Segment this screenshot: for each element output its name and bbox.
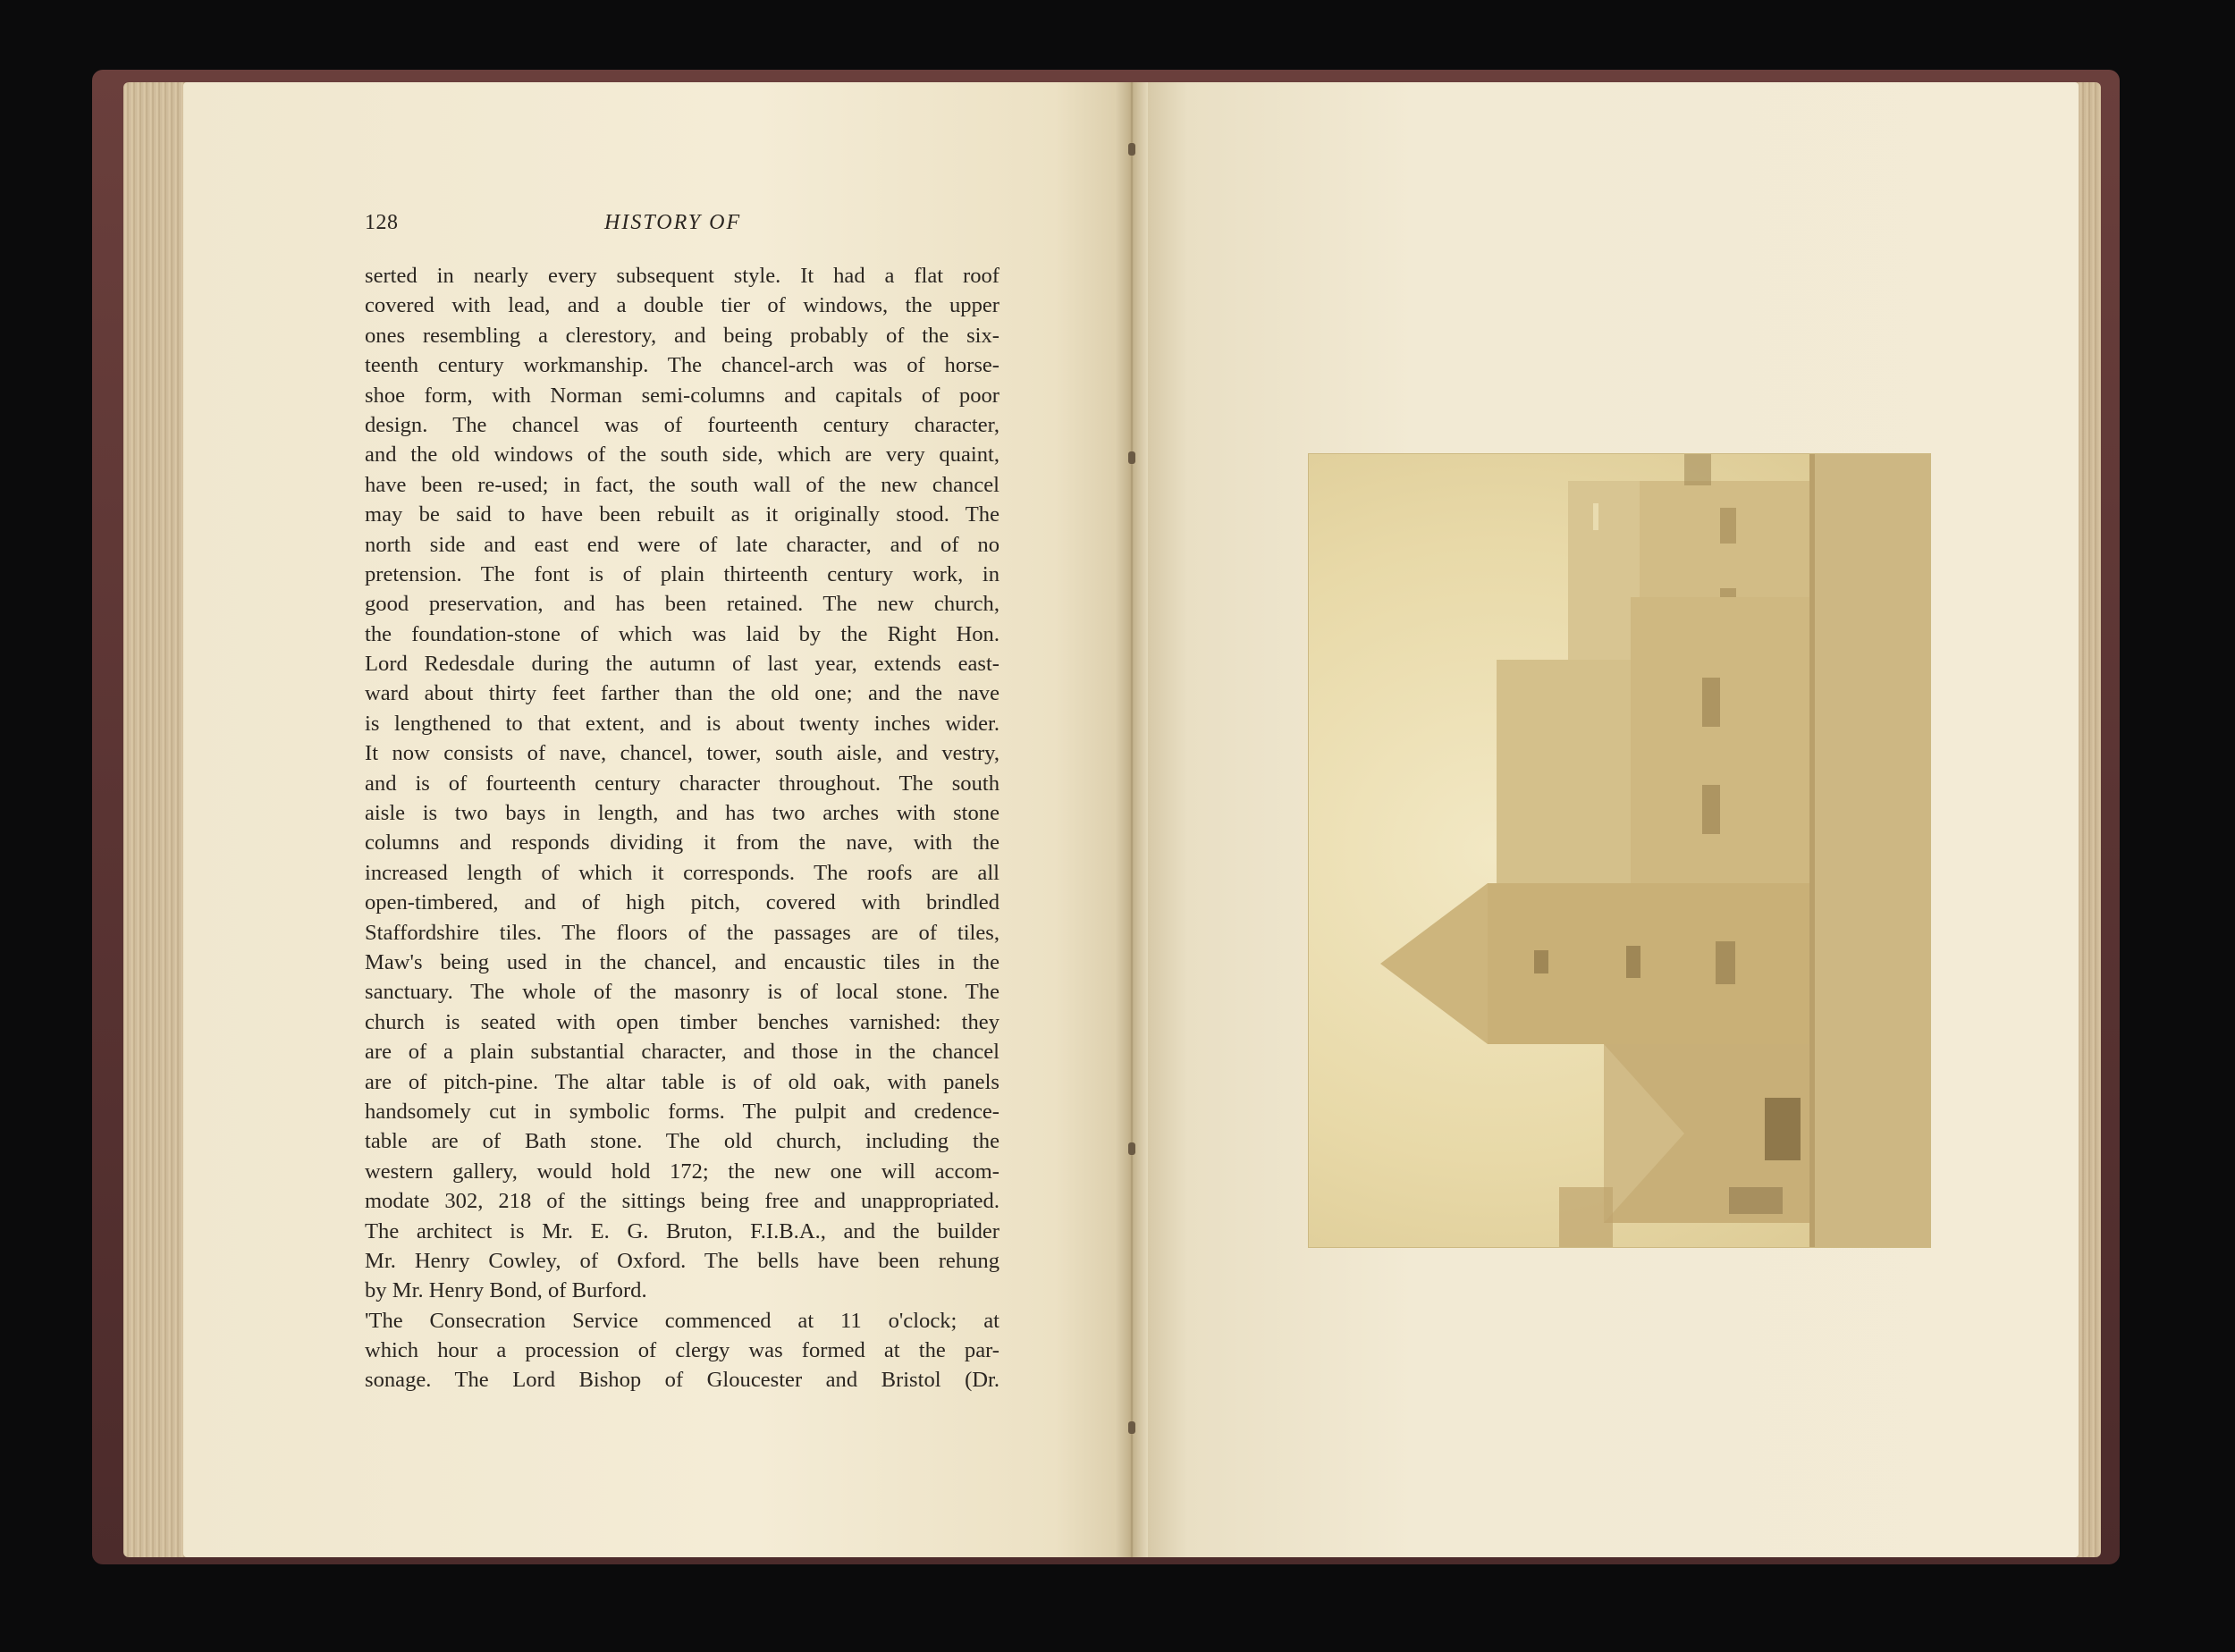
text-line: are of a plain substantial character, and those in the chancel: [365, 1040, 999, 1065]
text-line: The architect is Mr. E. G. Bruton, F.I.B.A., and the builder: [365, 1218, 999, 1243]
text-line: ward about thirty feet farther than the old one; and the nave: [365, 681, 999, 706]
ground-edge: [1809, 454, 1815, 1247]
text-line: Maw's being used in the chancel, and encaustic tiles in the: [365, 949, 999, 974]
text-line: and the old windows of the south side, which are very quaint,: [365, 442, 999, 468]
text-line: pretension. The font is of plain thirteenth century work, in: [365, 561, 999, 586]
running-head: [365, 211, 999, 247]
tower-window: [1626, 946, 1640, 978]
body-text: [365, 261, 999, 1395]
roof-cross: [1593, 503, 1598, 530]
text-line: ones resembling a clerestory, and being probably of the six-: [365, 323, 999, 348]
text-line: Lord Redesdale during the autumn of last year, extends east-: [365, 652, 999, 677]
binding-stitch: [1128, 451, 1135, 464]
text-line: aisle is two bays in length, and has two arches with stone: [365, 801, 999, 826]
text-line: covered with lead, and a double tier of windows, the upper: [365, 293, 999, 318]
chancel-window: [1720, 508, 1736, 544]
text-line: sonage. The Lord Bishop of Gloucester and Bristol (Dr.: [365, 1368, 999, 1393]
text-line: 'The Consecration Service commenced at 11 o'clock; at: [365, 1308, 999, 1333]
text-line: north side and east end were of late character, and of no: [365, 532, 999, 557]
text-line: have been re-used; in fact, the south wall of the new chancel: [365, 472, 999, 497]
binding-stitch: [1128, 1421, 1135, 1434]
text-line: table are of Bath stone. The old church, including the: [365, 1129, 999, 1154]
text-line: the foundation-stone of which was laid by the Right Hon.: [365, 621, 999, 646]
tower-gable: [1380, 883, 1488, 1044]
binding-stitch: [1128, 143, 1135, 156]
text-line: and is of fourteenth century character throughout. The south: [365, 771, 999, 796]
text-line: which hour a procession of clergy was formed at the par-: [365, 1338, 999, 1363]
text-line: Mr. Henry Cowley, of Oxford. The bells have been rehung: [365, 1248, 999, 1273]
text-line: are of pitch-pine. The altar table is of old oak, with panels: [365, 1069, 999, 1094]
running-title: HISTORY OF: [604, 211, 742, 234]
tower-window: [1716, 941, 1735, 984]
page-number: 128: [365, 211, 399, 234]
church-illustration: [1309, 454, 1930, 1247]
text-line: is lengthened to that extent, and is about twenty inches wider.: [365, 711, 999, 736]
ground: [1809, 454, 1930, 1247]
nave-window: [1702, 785, 1720, 834]
text-line: teenth century workmanship. The chancel-arch was of horse-: [365, 353, 999, 378]
text-line: Staffordshire tiles. The floors of the passages are of tiles,: [365, 920, 999, 945]
text-line: open-timbered, and of high pitch, covered with brindled: [365, 890, 999, 915]
text-line: western gallery, would hold 172; the new one will accom-: [365, 1159, 999, 1184]
text-line: handsomely cut in symbolic forms. The pulpit and credence-: [365, 1099, 999, 1124]
church-photograph: [1308, 453, 1931, 1248]
text-line: increased length of which it corresponds. The roofs are all: [365, 860, 999, 885]
text-line: may be said to have been rebuilt as it originally stood. The: [365, 502, 999, 527]
tree: [1684, 454, 1711, 485]
text-line: serted in nearly every subsequent style. It had a flat roof: [365, 264, 999, 288]
text-line: It now consists of nave, chancel, tower, south aisle, and vestry,: [365, 741, 999, 766]
text-line: modate 302, 218 of the sittings being free and unappropriated.: [365, 1189, 999, 1214]
nave-wall: [1631, 597, 1809, 919]
nave-roof: [1497, 660, 1631, 919]
text-line: church is seated with open timber benches varnished: they: [365, 1009, 999, 1034]
binding-stitch: [1128, 1142, 1135, 1155]
text-line: by Mr. Henry Bond, of Burford.: [365, 1278, 647, 1303]
nave-window: [1702, 678, 1720, 727]
tower-window: [1534, 950, 1548, 974]
tree: [1559, 1187, 1613, 1247]
text-line: shoe form, with Norman semi-columns and capitals of poor: [365, 383, 999, 408]
text-line: columns and responds dividing it from the nave, with the: [365, 830, 999, 856]
text-line: sanctuary. The whole of the masonry is of local stone. The: [365, 980, 999, 1005]
aisle-window: [1729, 1187, 1783, 1214]
porch-door: [1765, 1098, 1801, 1160]
chancel-roof: [1568, 481, 1640, 660]
text-line: good preservation, and has been retained. The new church,: [365, 592, 999, 617]
text-line: design. The chancel was of fourteenth century character,: [365, 412, 999, 437]
book-gutter: [1116, 82, 1148, 1557]
